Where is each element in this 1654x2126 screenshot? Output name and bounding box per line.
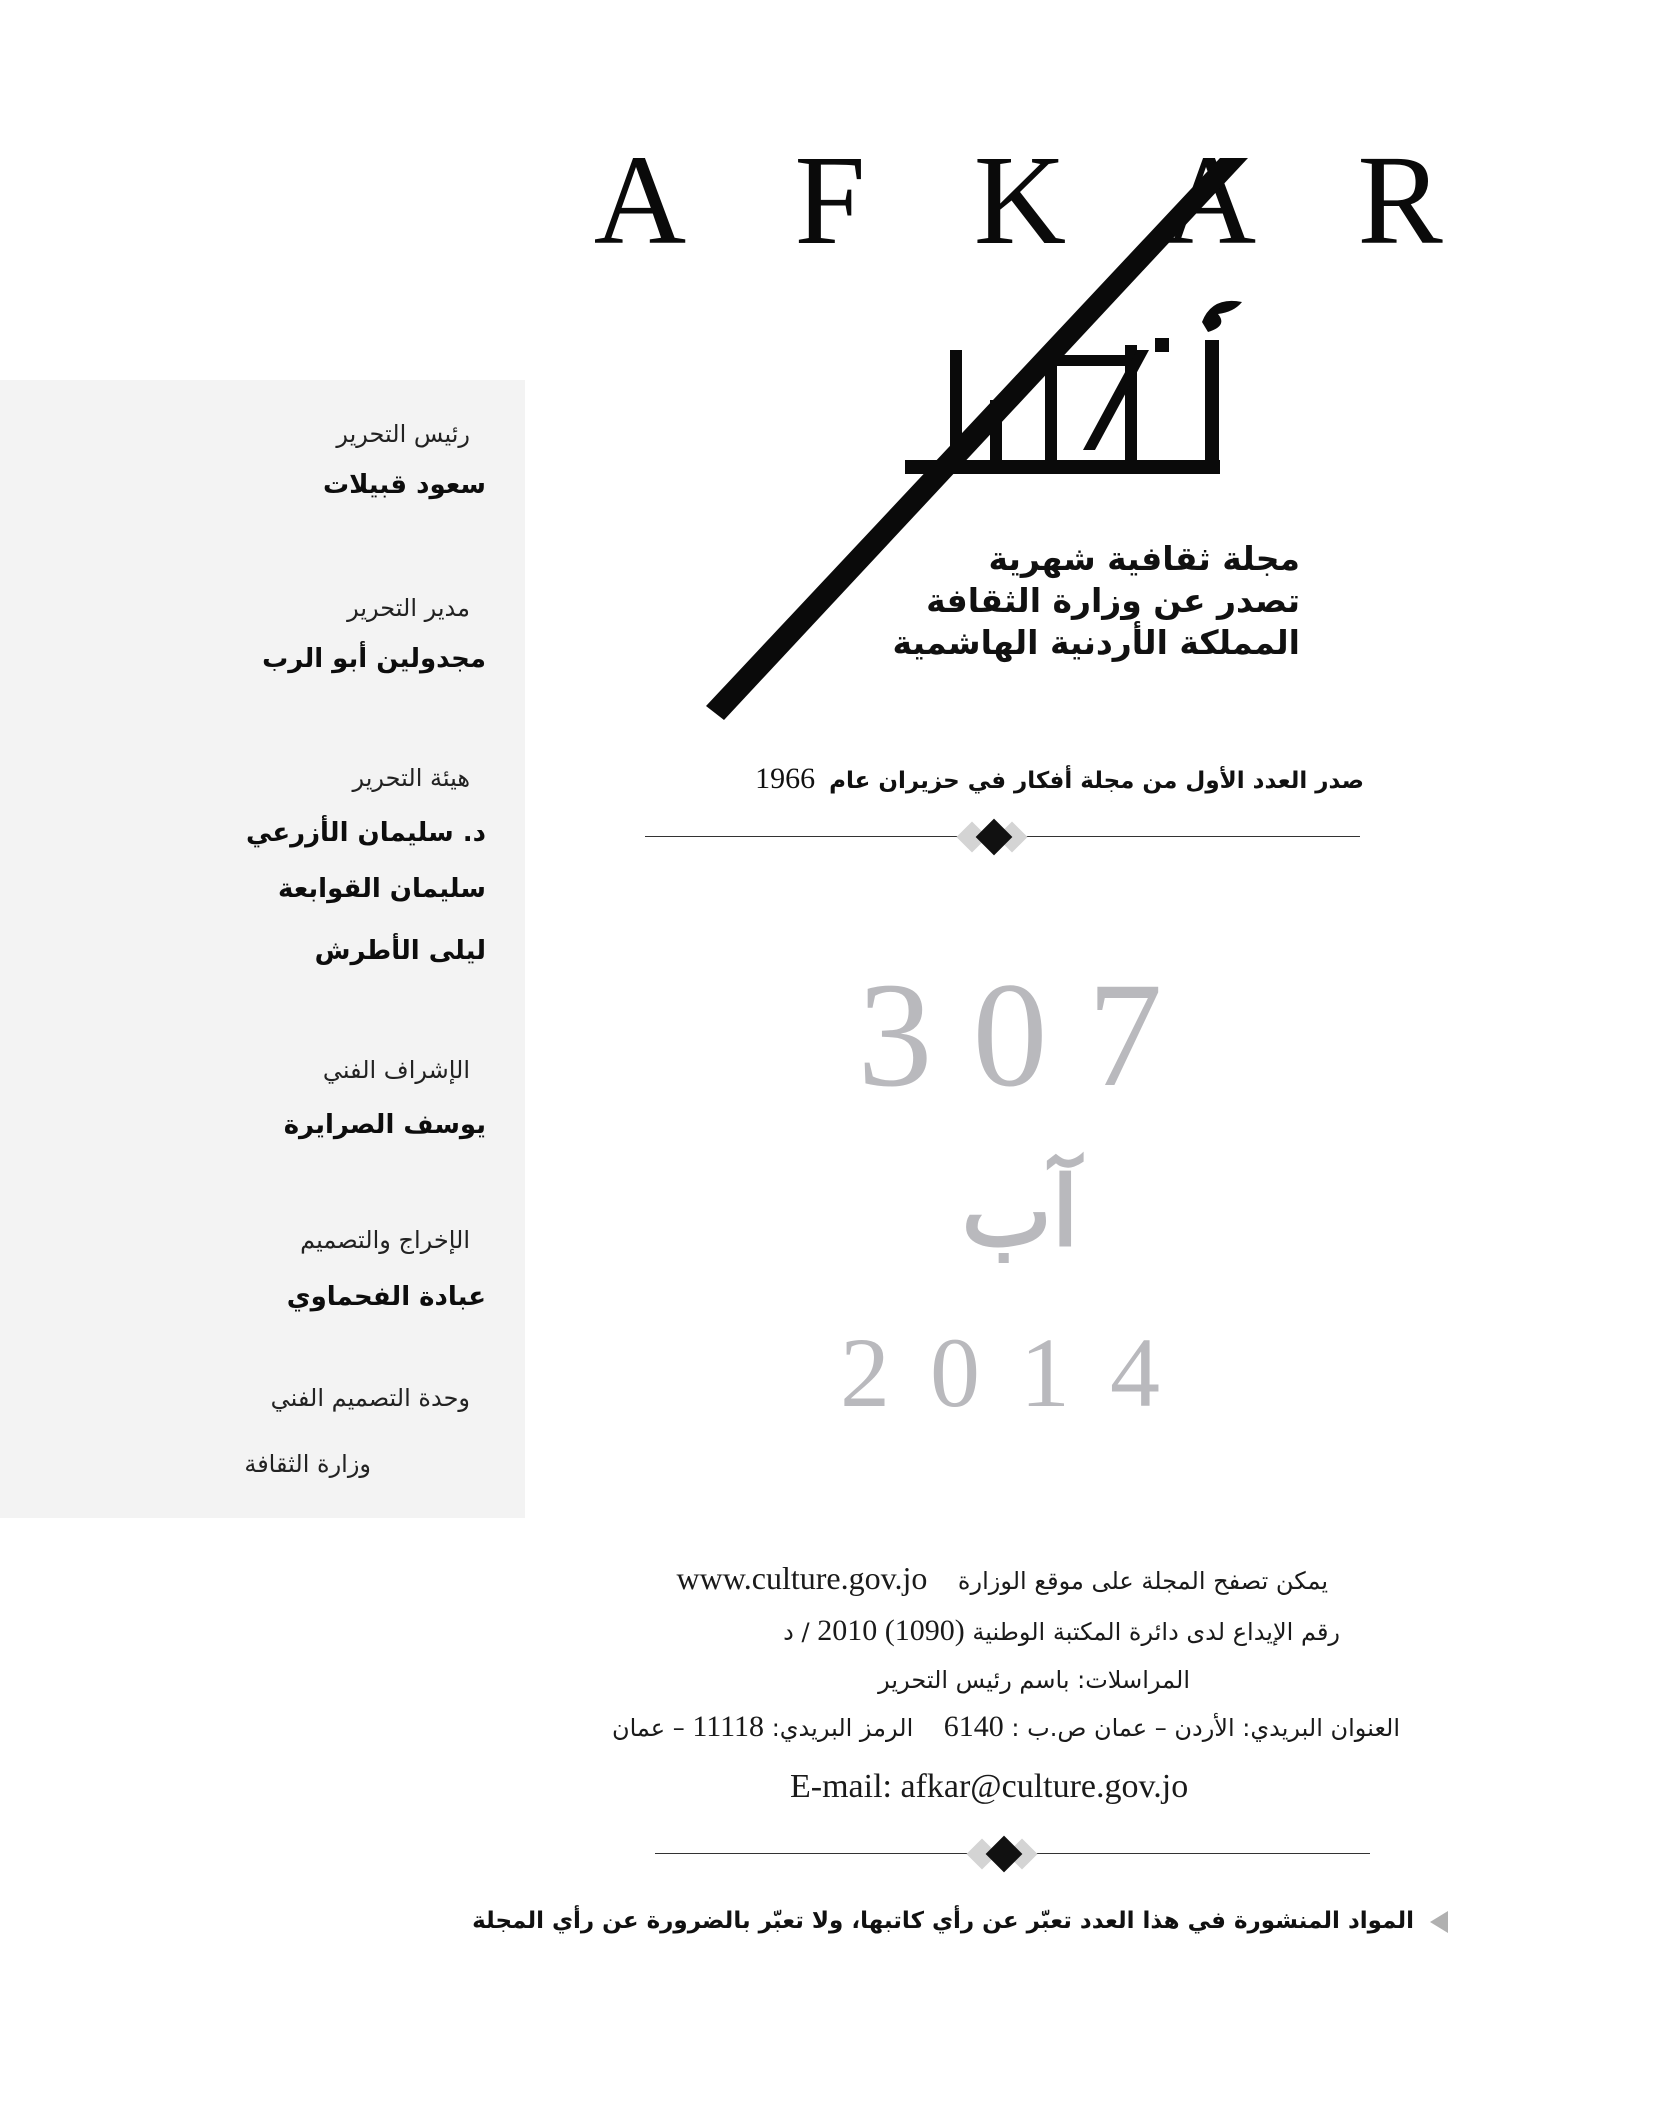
issue-month: آب bbox=[961, 1159, 1079, 1266]
latin-letter: F bbox=[794, 129, 866, 271]
website-line bbox=[677, 1560, 1329, 1597]
deposit-text: رقم الإيداع لدى دائرة المكتبة الوطنية bbox=[972, 1618, 1340, 1646]
first-issue-text: صدر العدد الأول من مجلة أفكار في حزيران عام bbox=[829, 768, 1364, 794]
subtitle-line: تصدر عن وزارة الثقافة bbox=[926, 581, 1300, 620]
pointer-triangle-icon bbox=[1430, 1911, 1448, 1933]
subtitle-line: المملكة الأردنية الهاشمية bbox=[892, 623, 1300, 662]
editor-in-chief-name: سعود قبيلات bbox=[322, 470, 486, 500]
latin-letter: K bbox=[973, 129, 1067, 271]
art-supervision-name: يوسف الصرايرة bbox=[283, 1110, 486, 1140]
layout-design-name: عبادة الفحماوي bbox=[286, 1282, 486, 1312]
website-url[interactable]: www.culture.gov.jo bbox=[676, 1560, 928, 1596]
postal-city: – عمان bbox=[611, 1714, 685, 1742]
postal-code-label: الرمز البريدي: bbox=[771, 1714, 914, 1742]
subtitle-line: مجلة ثقافية شهرية bbox=[988, 539, 1300, 578]
editor-in-chief-label: رئيس التحرير bbox=[336, 420, 470, 448]
issue-number: 307 bbox=[857, 952, 1203, 1118]
postal-text: العنوان البريدي: الأردن – عمان ص.ب : bbox=[1011, 1714, 1400, 1742]
design-unit-label: وحدة التصميم الفني bbox=[270, 1384, 470, 1412]
website-text: يمكن تصفح المجلة على موقع الوزارة bbox=[957, 1567, 1328, 1595]
postal-code: 11118 bbox=[692, 1710, 765, 1743]
po-box: 6140 bbox=[943, 1710, 1004, 1743]
correspondence-line: المراسلات: باسم رئيس التحرير bbox=[878, 1666, 1190, 1694]
editorial-board-label: هيئة التحرير bbox=[352, 764, 470, 792]
issue-year: 2014 bbox=[840, 1317, 1200, 1428]
latin-letter: A bbox=[593, 129, 687, 271]
deposit-number: (1090) 2010 bbox=[817, 1614, 965, 1647]
layout-design-label: الإخراج والتصميم bbox=[300, 1226, 470, 1254]
editorial-board-member: سليمان القوابعة bbox=[277, 874, 486, 904]
deposit-suffix: / د bbox=[783, 1618, 810, 1646]
disclaimer: المواد المنشورة في هذا العدد تعبّر عن رأي كاتبها، ولا تعبّر بالضرورة عن رأي المجلة bbox=[472, 1908, 1414, 1934]
art-supervision-label: الإشراف الفني bbox=[322, 1056, 470, 1084]
diamond-ornament bbox=[986, 1836, 1023, 1873]
managing-editor-label: مدير التحرير bbox=[347, 594, 470, 622]
deposit-line bbox=[783, 1614, 1340, 1648]
design-unit-org: وزارة الثقافة bbox=[244, 1450, 371, 1478]
first-issue-year: 1966 bbox=[755, 762, 816, 795]
editorial-board-member: د. سليمان الأزرعي bbox=[246, 818, 486, 848]
latin-letter: A bbox=[1163, 129, 1257, 271]
editorial-board-member: ليلى الأطرش bbox=[314, 936, 486, 966]
diamond-ornament bbox=[976, 819, 1013, 856]
first-issue-note bbox=[755, 762, 1364, 796]
postal-line bbox=[612, 1710, 1400, 1744]
email-line[interactable]: E-mail: afkar@culture.gov.jo bbox=[790, 1768, 1189, 1805]
managing-editor-name: مجدولين أبو الرب bbox=[262, 644, 486, 674]
latin-letter: R bbox=[1357, 129, 1443, 271]
